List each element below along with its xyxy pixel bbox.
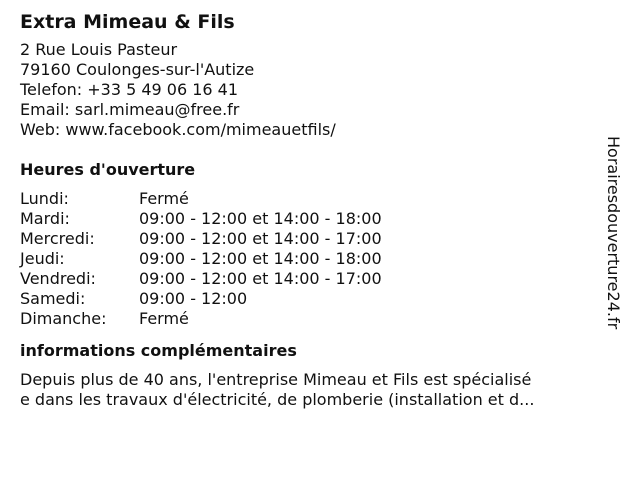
hours-row-friday xyxy=(20,269,600,289)
business-name: Extra Mimeau & Fils xyxy=(20,11,235,33)
day-label: Vendredi: xyxy=(20,269,96,288)
info-line: Depuis plus de 40 ans, l'entreprise Mimeau et Fils est spécialisé xyxy=(20,370,532,389)
day-hours: 09:00 - 12:00 xyxy=(139,289,248,308)
day-label: Lundi: xyxy=(20,189,69,208)
day-hours: 09:00 - 12:00 et 14:00 - 17:00 xyxy=(139,229,382,248)
day-hours: 09:00 - 12:00 et 14:00 - 18:00 xyxy=(139,249,382,268)
contact-block xyxy=(20,40,600,140)
hours-row-wednesday xyxy=(20,229,600,249)
watermark-text: Horairesdouverture24.fr xyxy=(604,136,623,330)
day-label: Jeudi: xyxy=(20,249,65,268)
opening-hours-heading: Heures d'ouverture xyxy=(20,160,196,179)
day-hours: Fermé xyxy=(139,189,189,208)
address-street: 2 Rue Louis Pasteur xyxy=(20,40,178,59)
day-hours: 09:00 - 12:00 et 14:00 - 17:00 xyxy=(139,269,382,288)
address-city: 79160 Coulonges-sur-l'Autize xyxy=(20,60,255,79)
day-label: Mercredi: xyxy=(20,229,95,248)
additional-info-text xyxy=(20,370,600,410)
phone-text: Telefon: +33 5 49 06 16 41 xyxy=(20,80,239,99)
email-text: Email: sarl.mimeau@free.fr xyxy=(20,100,240,119)
opening-hours-table xyxy=(20,189,600,329)
day-label: Mardi: xyxy=(20,209,70,228)
hours-row-tuesday xyxy=(20,209,600,229)
business-card xyxy=(20,10,600,410)
day-label: Dimanche: xyxy=(20,309,107,328)
day-label: Samedi: xyxy=(20,289,86,308)
day-hours: 09:00 - 12:00 et 14:00 - 18:00 xyxy=(139,209,382,228)
hours-row-monday xyxy=(20,189,600,209)
info-line: e dans les travaux d'électricité, de plomberie (installation et d... xyxy=(20,390,535,409)
website-text: Web: www.facebook.com/mimeauetfils/ xyxy=(20,120,336,139)
day-hours: Fermé xyxy=(139,309,189,328)
additional-info-heading: informations complémentaires xyxy=(20,341,297,360)
hours-row-saturday xyxy=(20,289,600,309)
hours-row-thursday xyxy=(20,249,600,269)
hours-row-sunday xyxy=(20,309,600,329)
